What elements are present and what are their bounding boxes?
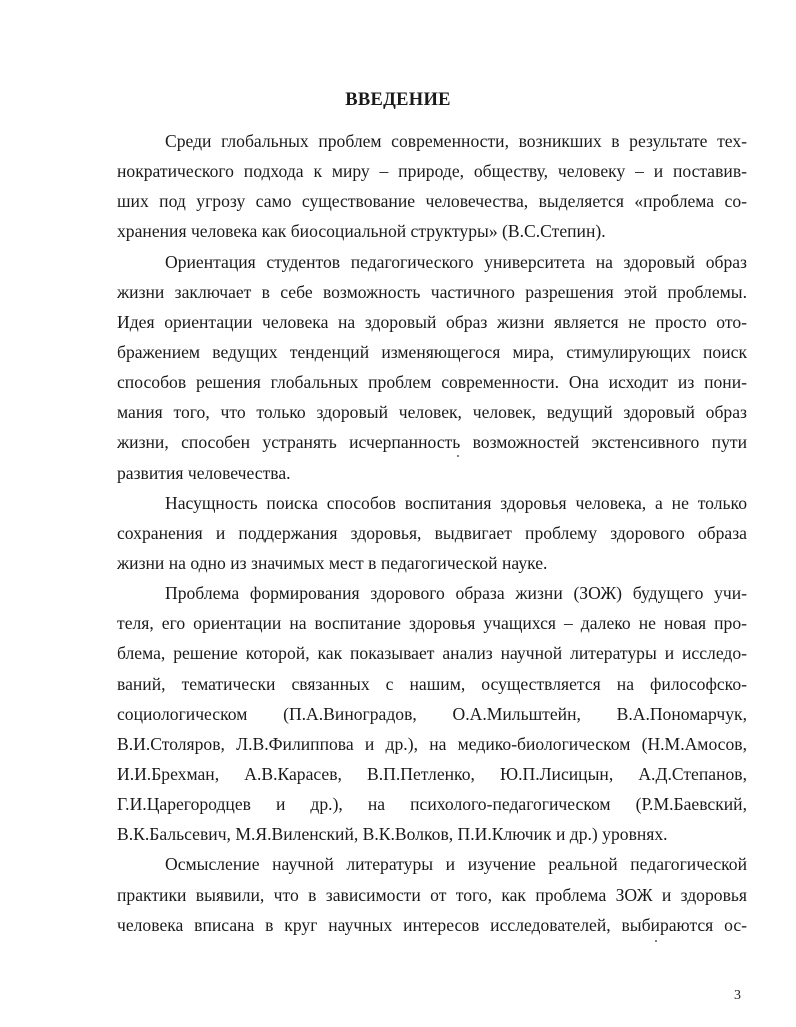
paragraph [117,578,747,849]
text-line: Среди глобальных проблем современности, возникших в результате тех- [165,131,747,151]
paragraph [117,126,747,247]
text-line: сохранения и поддержания здоровья, выдвигает проблему здорового образа [117,522,747,543]
text-line: блема, решение которой, как показывает анализ научной литературы и исследо- [117,643,747,664]
text-line: ваний, тематически связанных с нашим, осуществляется на философско- [117,673,747,694]
text-line: хранения человека как биосоциальной структуры» (В.С.Степин). [117,221,606,242]
text-line: Проблема формирования здорового образа жизни (ЗОЖ) будущего учи- [165,583,747,604]
text-line: И.И.Брехман, А.В.Карасев, В.П.Петленко, Ю.П.Лисицын, А.Д.Степанов, [117,763,747,784]
text-line: развития человечества. [117,462,291,483]
text-line: Г.И.Царегородцев и др.), на психолого-педагогическом (Р.М.Баевский, [117,794,747,815]
text-line: жизни, способен устранять исчерпанность возможностей экстенсивного пути [117,432,747,453]
text-line: бражением ведущих тенденций изменяющегося мира, стимулирующих поиск [117,341,747,362]
text-line: ших под угрозу само существование человечества, выделяется «проблема со- [117,191,747,212]
text-line: нократического подхода к миру – природе, обществу, человеку – и поставив- [117,161,747,182]
paragraph [117,247,747,488]
page-title: ВВЕДЕНИЕ [345,90,451,110]
text-line: жизни на одно из значимых мест в педагогической науке. [117,552,548,573]
scan-speck [655,940,657,942]
text-line: способов решения глобальных проблем современности. Она исходит из пони- [117,372,747,393]
text-line: жизни заключает в себе возможность частичного разрешения этой проблемы. [117,281,747,302]
text-line: практики выявили, что в зависимости от того, как проблема ЗОЖ и здоровья [117,884,747,905]
text-line: Осмысление научной литературы и изучение реальной педагогической [165,854,747,875]
text-line: социологическом (П.А.Виноградов, О.А.Мильштейн, В.А.Пономарчук, [117,703,747,724]
text-line: теля, его ориентации на воспитание здоровья учащихся – далеко не новая про- [117,613,747,634]
text-line: мания того, что только здоровый человек, человек, ведущий здоровый образ [117,402,747,423]
page-number: 3 [734,988,741,1003]
text-line: человека вписана в круг научных интересов исследователей, выбираются ос- [117,914,747,935]
text-line: Насущность поиска способов воспитания здоровья человека, а не только [165,492,747,513]
text-line: Ориентация студентов педагогического университета на здоровый образ [165,251,747,272]
text-line: Идея ориентации человека на здоровый образ жизни является не просто ото- [117,311,747,332]
paragraph [117,488,747,578]
paragraph [117,849,747,939]
scan-speck [457,455,459,457]
text-line: В.К.Бальсевич, М.Я.Виленский, В.К.Волков, П.И.Ключик и др.) уровнях. [117,824,668,845]
body-text [117,126,747,940]
text-line: В.И.Столяров, Л.В.Филиппова и др.), на медико-биологическом (Н.М.Амосов, [117,733,747,754]
